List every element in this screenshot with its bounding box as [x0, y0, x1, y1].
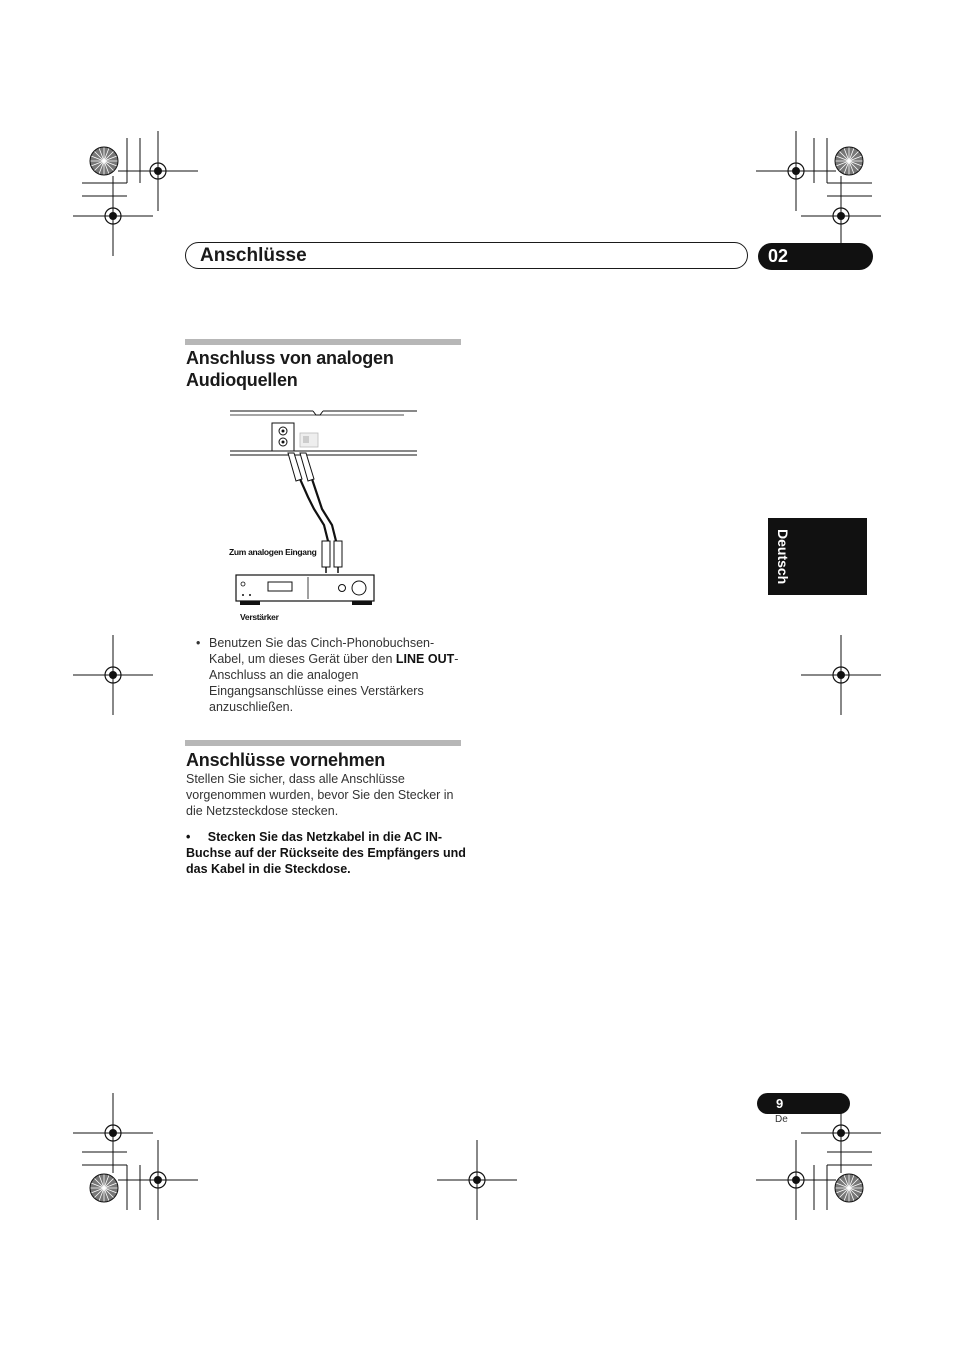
bullet-text: Benutzen Sie das Cinch-Phonobuchsen-Kabel, um dieses Gerät über den LINE OUT-Anschluss an die analogen Eingangsanschlüsse eines Verstärkers anzuschließen. — [209, 636, 459, 714]
chapter-number: 02 — [768, 246, 789, 266]
bullet-marker: • — [196, 636, 201, 650]
page-language-code: De — [775, 1114, 788, 1125]
section-divider-2 — [185, 740, 461, 746]
section-body-text: Stellen Sie sicher, dass alle Anschlüsse vorgenommen wurden, bevor Sie den Stecker in die Netzsteckdose stecken. — [186, 772, 454, 818]
language-tab-label: Deutsch — [775, 528, 791, 585]
diagram-label-input: Zum analogen Eingang — [229, 547, 317, 557]
connection-diagram — [228, 405, 420, 625]
page-number: 9 — [776, 1096, 784, 1111]
instruction-text: • Stecken Sie das Netzkabel in die AC IN-Buchse auf der Rückseite des Empfängers und das Kabel in die Steckdose. — [186, 830, 466, 876]
chapter-title: Anschlüsse — [200, 245, 307, 266]
amplifier-front — [236, 575, 374, 605]
section-title-analog: Anschluss von analogen Audioquellen — [186, 348, 394, 390]
page-number-badge — [757, 1093, 850, 1114]
receiver-rear-panel — [230, 411, 417, 455]
section-title-connections: Anschlüsse vornehmen — [186, 750, 386, 770]
section-divider — [185, 339, 461, 345]
diagram-label-amplifier: Verstärker — [240, 612, 279, 622]
